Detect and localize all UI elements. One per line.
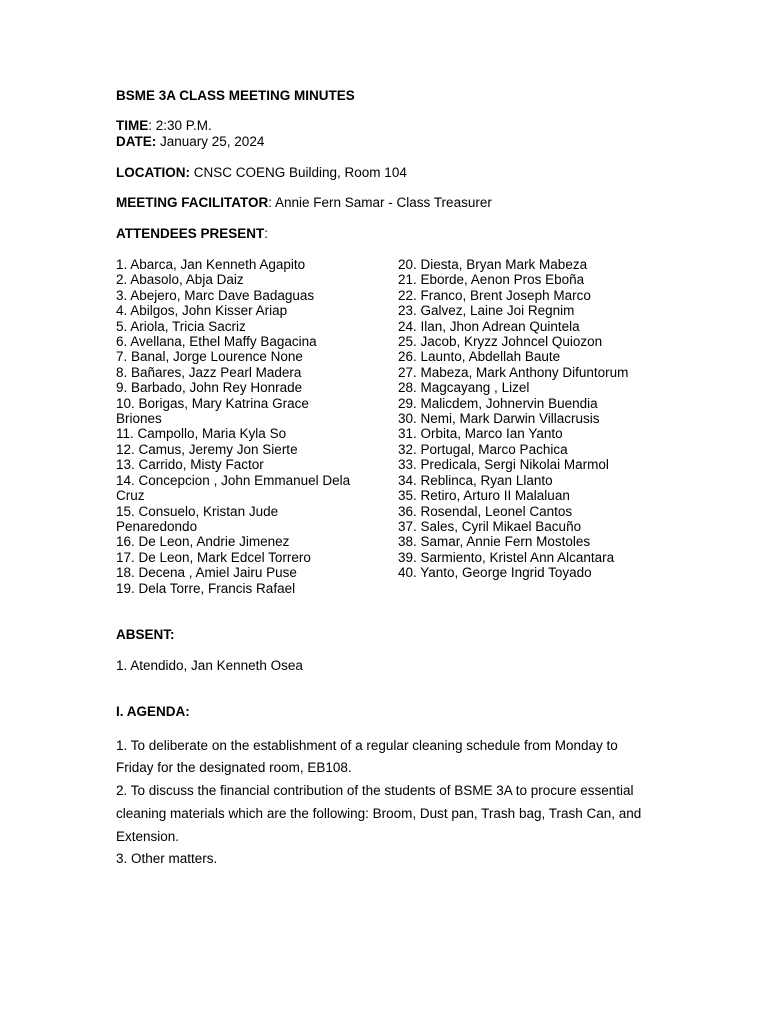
attendee-item: Briones xyxy=(116,411,162,427)
document-title: BSME 3A CLASS MEETING MINUTES xyxy=(116,88,355,103)
attendee-item: 24. Ilan, Jhon Adrean Quintela xyxy=(398,318,580,334)
attendee-item: 10. Borigas, Mary Katrina Grace xyxy=(116,395,309,411)
attendees-heading xyxy=(116,226,656,241)
absent-list xyxy=(116,658,656,673)
attendee-item: 21. Eborde, Aenon Pros Eboña xyxy=(398,272,585,288)
attendees-column-right xyxy=(398,257,656,596)
attendee-item: 29. Malicdem, Johnervin Buendia xyxy=(398,395,598,411)
minutes-content xyxy=(116,88,656,871)
attendee-item: 13. Carrido, Misty Factor xyxy=(116,457,264,473)
attendee-item: 9. Barbado, John Rey Honrade xyxy=(116,380,303,396)
attendee-item: 26. Launto, Abdellah Baute xyxy=(398,349,561,365)
attendee-item: Cruz xyxy=(116,488,145,504)
attendee-item: 39. Sarmiento, Kristel Ann Alcantara xyxy=(398,549,615,565)
time-line xyxy=(116,118,656,133)
attendees-label: ATTENDEES PRESENT xyxy=(116,226,265,242)
attendee-item: 18. Decena , Amiel Jairu Puse xyxy=(116,565,297,581)
facilitator-value: : Annie Fern Samar - Class Treasurer xyxy=(268,195,492,211)
agenda-list xyxy=(116,735,656,872)
agenda-item: 1. To deliberate on the establishment of a regular cleaning schedule from Monday to Friday for the designated room, EB108. xyxy=(116,737,618,776)
attendee-item: 8. Bañares, Jazz Pearl Madera xyxy=(116,364,302,380)
absent-item: 1. Atendido, Jan Kenneth Osea xyxy=(116,657,303,673)
attendees-list xyxy=(116,257,656,596)
agenda-heading: I. AGENDA: xyxy=(116,703,190,719)
facilitator-label: MEETING FACILITATOR xyxy=(116,195,269,211)
attendee-item: 35. Retiro, Arturo II Malaluan xyxy=(398,488,570,504)
location-line xyxy=(116,165,656,180)
attendee-item: 1. Abarca, Jan Kenneth Agapito xyxy=(116,257,306,272)
attendee-item: 20. Diesta, Bryan Mark Mabeza xyxy=(398,257,588,272)
attendee-item: 27. Mabeza, Mark Anthony Difuntorum xyxy=(398,364,629,380)
agenda-item: 3. Other matters. xyxy=(116,851,218,867)
attendee-item: 34. Reblinca, Ryan Llanto xyxy=(398,472,553,488)
attendee-item: 7. Banal, Jorge Lourence None xyxy=(116,349,303,365)
attendees-colon: : xyxy=(264,226,269,242)
attendee-item: 5. Ariola, Tricia Sacriz xyxy=(116,318,246,334)
time-label: TIME xyxy=(116,118,149,134)
attendee-item: 14. Concepcion , John Emmanuel Dela xyxy=(116,472,351,488)
attendee-item: 25. Jacob, Kryzz Johncel Quiozon xyxy=(398,334,603,350)
attendee-item: 28. Magcayang , Lizel xyxy=(398,380,530,396)
attendee-item: 31. Orbita, Marco Ian Yanto xyxy=(398,426,563,442)
attendee-item: 15. Consuelo, Kristan Jude xyxy=(116,503,279,519)
attendee-item: 16. De Leon, Andrie Jimenez xyxy=(116,534,290,550)
attendee-item: 38. Samar, Annie Fern Mostoles xyxy=(398,534,591,550)
location-label: LOCATION: xyxy=(116,164,190,180)
time-value: : 2:30 P.M. xyxy=(148,118,212,134)
attendee-item: 11. Campollo, Maria Kyla So xyxy=(116,426,287,442)
facilitator-line xyxy=(116,195,656,210)
attendee-item: 17. De Leon, Mark Edcel Torrero xyxy=(116,549,311,565)
attendee-item: 12. Camus, Jeremy Jon Sierte xyxy=(116,441,298,457)
attendee-item: 6. Avellana, Ethel Maffy Bagacina xyxy=(116,334,317,350)
attendee-item: 36. Rosendal, Leonel Cantos xyxy=(398,503,573,519)
agenda-item: 2. To discuss the financial contribution of the students of BSME 3A to procure essential cleaning materials which are the following: Broom, Dust pan, Trash bag, Trash Can, and Extension. xyxy=(116,783,642,844)
attendee-item: 40. Yanto, George Ingrid Toyado xyxy=(398,565,592,581)
attendee-item: 23. Galvez, Laine Joi Regnim xyxy=(398,303,575,319)
attendees-column-left xyxy=(116,257,398,596)
attendee-item: 22. Franco, Brent Joseph Marco xyxy=(398,287,591,303)
attendee-item: 2. Abasolo, Abja Daiz xyxy=(116,272,244,288)
date-value: January 25, 2024 xyxy=(156,133,265,149)
date-line xyxy=(116,134,656,149)
date-label: DATE: xyxy=(116,133,157,149)
attendee-item: 33. Predicala, Sergi Nikolai Marmol xyxy=(398,457,609,473)
attendee-item: 32. Portugal, Marco Pachica xyxy=(398,441,568,457)
attendee-item: 37. Sales, Cyril Mikael Bacuño xyxy=(398,518,582,534)
location-value: CNSC COENG Building, Room 104 xyxy=(190,164,407,180)
absent-heading: ABSENT: xyxy=(116,626,175,642)
attendee-item: 19. Dela Torre, Francis Rafael xyxy=(116,580,296,596)
attendee-item: 4. Abilgos, John Kisser Ariap xyxy=(116,303,288,319)
attendee-item: 30. Nemi, Mark Darwin Villacrusis xyxy=(398,411,600,427)
attendee-item: 3. Abejero, Marc Dave Badaguas xyxy=(116,287,315,303)
attendee-item: Penaredondo xyxy=(116,518,198,534)
